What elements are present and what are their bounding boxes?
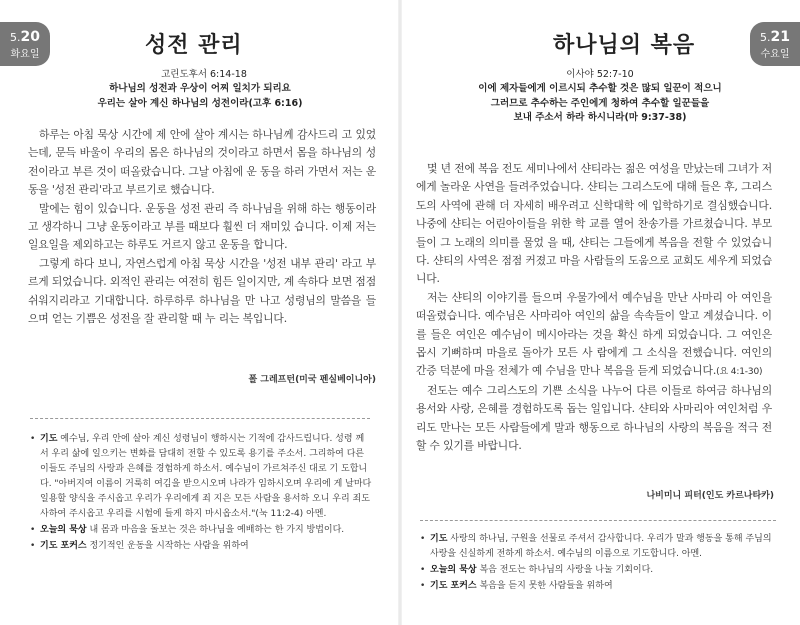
date-month: 5 <box>760 31 767 44</box>
devotion-title: 성전 관리 <box>145 32 243 58</box>
bullet-icon: • <box>30 525 36 535</box>
paragraph: 몇 년 전에 복음 전도 세미나에서 샨티라는 젊은 여성을 만났는데 그녀가 저에게 놀라운 사연을 들려주었습니다. 샨티는 그리스도에 대해 들은 후, 그리스도의 사역에 관해 더 자세히 배우려고 신학대학 에 입학하기로 결심했습니다. 나중에 샨티는 어린아이들을 위한 학 교를 열어 찬송가를 가르쳤습니다. 부모들이 그 노래의 의미를 물었 을 때, 샨티는 그들에게 복음을 전할 수 있었습니다. 샨티의 사역은 점점 커졌고 마을 사람들의 도움으로 교회도 세우게 되었습니다. <box>416 162 772 286</box>
divider <box>30 418 370 419</box>
date-month: 5 <box>10 31 17 44</box>
scripture-reference: 이사야 52:7-10 <box>566 69 634 80</box>
date-day: 20 <box>20 29 40 45</box>
today-meditation: • 오늘의 묵상 복음 전도는 하나님의 사랑을 나눌 기회이다. <box>420 563 776 578</box>
bullet-icon: • <box>30 541 36 551</box>
bullet-icon: • <box>420 581 426 591</box>
paragraph: 하루는 아침 묵상 시간에 제 안에 살아 계시는 하나님께 감사드리 고 있었는데, 문득 바울이 우리의 몸은 하나님의 것이라고 하면서 몸을 하나님의 성전이라고 부른 것이 떠올랐습니다. 그날 아침에 운 동을 하러 가면서 저는 운동을 '성전 관리'라고 부르기로 했습니다. <box>28 128 376 197</box>
bullet-icon: • <box>30 434 36 444</box>
devotion-footer <box>420 532 776 595</box>
bullet-icon: • <box>420 565 426 575</box>
bible-citation: (요 4:1-30) <box>716 367 763 378</box>
scripture-reference: 고린도후서 6:14-18 <box>161 69 247 80</box>
date-tab: 5.20 화요일 <box>0 22 50 66</box>
paragraph: 저는 샨티의 이야기를 들으며 우물가에서 예수님을 만난 사마리 아 여인을 떠올렸습니다. 예수님은 사마리아 여인의 삶을 속속들이 알고 계셨습니다. 이를 들은 여인은 예수님이 메시아라는 것을 확신 하게 되었습니다. 그 여인은 몹시 기뻐하며 마을로 돌아가 모든 사 람에게 그 소식을 전했습니다. 여인의 간증 덕분에 마을 전체가 예 수님을 만나 복음을 듣게 되었습니다.(요 4:1-30) <box>416 290 772 378</box>
prayer: • 기도 예수님, 우리 안에 살아 계신 성령님이 행하시는 기적에 감사드립니다. 성령 께서 우리 삶에 일으키는 변화를 담대히 전할 수 있도록 용기를 주소서. 그리하여 다른 이들도 주님의 사랑과 은혜를 경험하게 하소서. 예수님이 가르쳐주신 대로 기 도합니다. "아버지여 이름이 거룩히 여김을 받으시오며 나라가 임하시오며 우리에 게 날마다 일용할 양식을 주시옵고 우리가 우리에게 죄 지은 모든 사람을 용서하 오니 우리 죄도 사하여 주시옵고 우리를 시험에 들게 하지 마시옵소서."(눅 11:2-4) 아멘. <box>30 434 372 519</box>
key-verse-line: 이에 제자들에게 이르시되 추수할 것은 많되 일꾼이 적으니 <box>478 83 722 94</box>
key-verse-line: 그러므로 추수하는 주인에게 청하여 추수할 일꾼들을 <box>490 97 710 109</box>
devotion-footer <box>30 432 372 555</box>
weekday: 화요일 <box>10 49 40 60</box>
prayer-focus: • 기도 포커스 복음을 듣지 못한 사람들을 위하여 <box>420 579 776 594</box>
key-verse <box>0 82 400 111</box>
devotion-title: 하나님의 복음 <box>553 32 696 58</box>
date-day: 21 <box>770 29 790 45</box>
paragraph: 전도는 예수 그리스도의 기쁜 소식을 나누어 다른 이들로 하여금 하나님의 용서와 사랑, 은혜를 경험하도록 돕는 일입니다. 샨티와 사마리아 여인처럼 우리도 만나는 모든 사람들에게 말과 행동으로 하나님의 사랑의 복음을 적극 전할 수 있기를 바랍니다. <box>416 383 772 453</box>
today-meditation: • 오늘의 묵상 내 몸과 마음을 돌보는 것은 하나님을 예배하는 한 가지 방법이다. <box>30 523 372 538</box>
divider <box>420 520 776 521</box>
key-verse-line: 하나님의 성전과 우상이 어찌 일치가 되리요 <box>109 83 291 94</box>
devotion-body <box>28 126 376 328</box>
paragraph: 그렇게 하다 보니, 자연스럽게 아침 묵상 시간을 '성전 내부 관리' 라고 부르게 되었습니다. 외적인 관리는 여전히 힘든 일이지만, 계 속하다 보면 점점 쉬워지리라고 기대합니다. 하루하루 하나님을 만 나고 성령님의 말씀을 들으며 얻는 기쁨은 성전을 잘 관리할 때 누 리는 복입니다. <box>28 256 376 326</box>
bullet-icon: • <box>420 534 426 544</box>
right-page <box>400 0 800 625</box>
paragraph: 말에는 힘이 있습니다. 운동을 성전 관리 즉 하나님을 위해 하는 행동이라고 생각하니 그냥 운동이라고 부를 때보다 훨씬 더 재미있 습니다. 이제 저는 일요일을 제외하고는 하루도 거르지 않고 운동을 합니다. <box>28 201 376 252</box>
author-name: 나비미니 피터(인도 카르나타카) <box>646 491 774 501</box>
key-verse-line: 보내 주소서 하라 하시니라(마 9:37-38) <box>513 112 687 123</box>
prayer: • 기도 사랑의 하나님, 구원을 선물로 주셔서 감사합니다. 우리가 말과 행동을 통해 주님의 사랑을 신실하게 전하게 하소서. 예수님의 이름으로 기도합니다. 아멘. <box>420 534 772 559</box>
devotion-body <box>416 160 772 456</box>
key-verse-line: 우리는 살아 계신 하나님의 성전이라(고후 6:16) <box>97 97 303 109</box>
author-name: 폴 그레프턴(미국 펜실베이니아) <box>248 375 376 385</box>
weekday: 수요일 <box>760 49 790 60</box>
date-tab: 5.21 수요일 <box>750 22 800 66</box>
prayer-focus: • 기도 포커스 정기적인 운동을 시작하는 사람을 위하여 <box>30 539 372 554</box>
key-verse <box>400 82 800 126</box>
